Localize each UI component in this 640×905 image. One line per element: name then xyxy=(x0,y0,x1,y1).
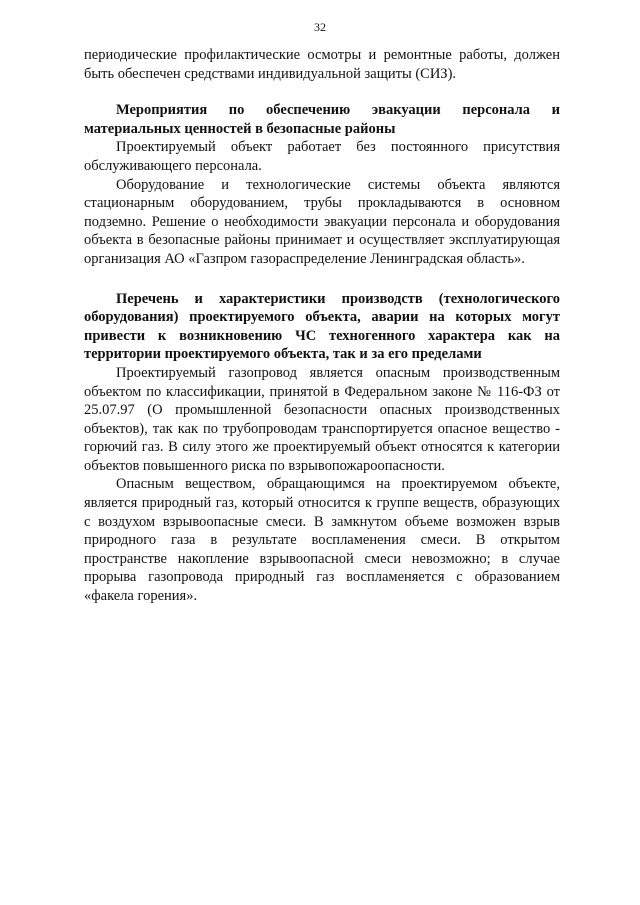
document-body xyxy=(84,46,560,606)
paragraph-no-personnel: Проектируемый объект работает без постоянного присутствия обслуживающего персонала. xyxy=(84,139,560,174)
paragraph-evacuation-decision: Оборудование и технологические системы объекта являются стационарным оборудованием, трубы прокладываются в основном подземно. Решение о необходимости эвакуации персонала и оборудования объекта в безопасные районы принимает и осуществляет эксплуатирующая организация АО «Газпром газораспределение Ленинградская область». xyxy=(84,176,560,267)
paragraph-continuation: периодические профилактические осмотры и ремонтные работы, должен быть обеспечен средствами индивидуальной защиты (СИЗ). xyxy=(84,47,560,82)
paragraph-natural-gas: Опасным веществом, обращающимся на проектируемом объекте, является природный газ, который относится к группе веществ, образующих с воздухом взрывоопасные смеси. В замкнутом объеме возможен взрыв природного газа в результате воспламенения смеси. В открытом пространстве накопление взрывоопасной смеси невозможно; в случае прорыва газопровода природный газ воспламеняется с образованием «факела горения». xyxy=(84,476,560,605)
page-number: 32 xyxy=(314,20,326,34)
section-heading-evacuation: Мероприятия по обеспечению эвакуации персонала и материальных ценностей в безопасные районы xyxy=(84,102,560,137)
paragraph-hazard-classification: Проектируемый газопровод является опасным производственным объектом по классификации, принятой в Федеральном законе № 116-ФЗ от 25.07.97 (О промышленной безопасности опасных производственных объектов), так как по трубопроводам транспортируется опасное вещество - горючий газ. В силу этого же проектируемый объект относятся к категории объектов повышенного риска по взрывопожароопасности. xyxy=(84,364,560,474)
section-heading-hazardous-production: Перечень и характеристики производств (технологического оборудования) проектируемого объекта, аварии на которых могут привести к возникновению ЧС техногенного характера как на территории проектируемого объекта, так и за его пределами xyxy=(84,290,560,363)
